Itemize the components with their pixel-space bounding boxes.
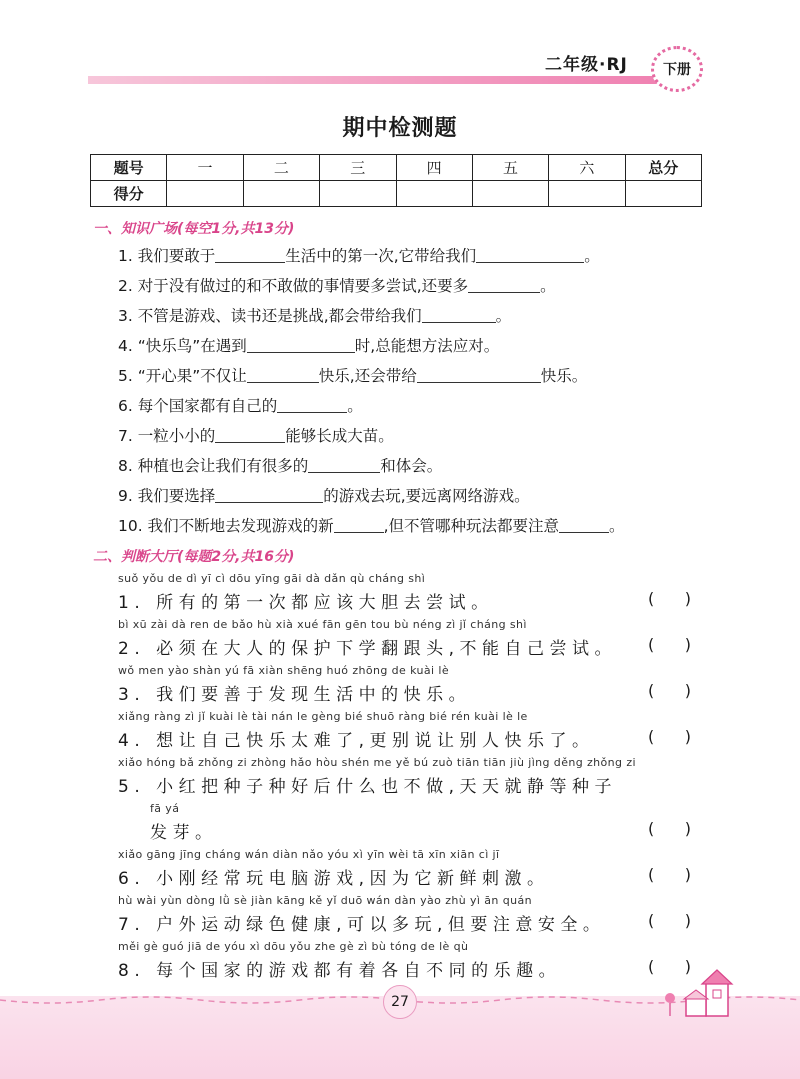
answer-blank[interactable] xyxy=(476,246,584,263)
house-icon xyxy=(660,968,736,1020)
score-header-cell: 六 xyxy=(549,155,625,181)
question-text: 我们不断地去发现游戏的新 xyxy=(147,517,334,535)
answer-paren[interactable]: ( ) xyxy=(648,957,691,976)
question-text: 我们要敢于 xyxy=(137,247,216,265)
pinyin-line: bì xū zài dà ren de bǎo hù xià xué fān gēn tou bù néng zì jǐ cháng shì xyxy=(118,618,527,631)
judge-question: 3. 我们要善于发现生活中的快乐。 xyxy=(118,685,472,705)
score-row-label: 得分 xyxy=(91,181,167,207)
fill-question xyxy=(118,304,511,326)
judge-question: 8. 每个国家的游戏都有着各自不同的乐趣。 xyxy=(118,961,562,981)
question-text: 种植也会让我们有很多的 xyxy=(137,457,309,475)
score-cell[interactable] xyxy=(396,181,472,207)
judge-question: 7. 户外运动绿色健康,可以多玩,但要注意安全。 xyxy=(118,915,606,935)
question-text: ,但不管哪种玩法都要注意 xyxy=(383,517,560,535)
answer-blank[interactable] xyxy=(215,486,323,503)
question-text: 一粒小小的 xyxy=(137,427,216,445)
judge-question: 1. 所有的第一次都应该大胆去尝试。 xyxy=(118,593,494,613)
section1-heading: 一、知识广场(每空1分,共13分) xyxy=(93,221,295,237)
grade-label: 二年级·RJ xyxy=(545,55,628,75)
question-number: 7. xyxy=(118,427,133,445)
question-text: 不管是游戏、读书还是挑战,都会带给我们 xyxy=(137,307,422,325)
page-number: 27 xyxy=(383,985,417,1019)
score-cell[interactable] xyxy=(243,181,319,207)
question-text: 。 xyxy=(347,397,363,415)
answer-paren[interactable]: ( ) xyxy=(648,635,691,654)
score-header-cell: 总分 xyxy=(625,155,701,181)
section2-heading: 二、判断大厅(每题2分,共16分) xyxy=(93,549,295,565)
answer-paren[interactable]: ( ) xyxy=(648,911,691,930)
score-header-cell: 二 xyxy=(243,155,319,181)
score-cell[interactable] xyxy=(549,181,625,207)
score-header-cell: 题号 xyxy=(91,155,167,181)
answer-paren[interactable]: ( ) xyxy=(648,589,691,608)
answer-blank[interactable] xyxy=(559,516,609,533)
question-text: 我们要选择 xyxy=(137,487,216,505)
pinyin-line: fā yá xyxy=(150,802,180,815)
question-text: 能够长成大苗。 xyxy=(285,427,394,445)
fill-question xyxy=(118,364,587,386)
answer-paren[interactable]: ( ) xyxy=(648,865,691,884)
answer-blank[interactable] xyxy=(247,366,319,383)
question-number: 8. xyxy=(118,457,133,475)
question-text: 快乐。 xyxy=(540,367,588,385)
score-header-cell: 一 xyxy=(167,155,243,181)
answer-blank[interactable] xyxy=(215,246,285,263)
pinyin-line: suǒ yǒu de dì yī cì dōu yīng gāi dà dǎn qù cháng shì xyxy=(118,572,426,585)
question-number: 4. xyxy=(118,337,133,355)
score-cell[interactable] xyxy=(472,181,548,207)
header-band xyxy=(88,76,678,84)
judge-question: 2. 必须在大人的保护下学翻跟头,不能自己尝试。 xyxy=(118,639,618,659)
question-number: 10. xyxy=(118,517,143,535)
judge-question: 5. 小红把种子种好后什么也不做,天天就静等种子 xyxy=(118,777,618,797)
score-header-cell: 四 xyxy=(396,155,472,181)
question-text: 快乐,还会带给 xyxy=(318,367,417,385)
question-text: 生活中的第一次,它带给我们 xyxy=(285,247,477,265)
answer-blank[interactable] xyxy=(422,306,496,323)
page-title: 期中检测题 xyxy=(342,115,458,141)
score-header-cell: 三 xyxy=(320,155,396,181)
score-table xyxy=(90,154,702,207)
fill-question xyxy=(118,484,530,506)
score-header-cell: 五 xyxy=(472,155,548,181)
question-text: “快乐鸟”在遇到 xyxy=(137,337,247,355)
fill-question xyxy=(118,244,600,266)
question-number: 2. xyxy=(118,277,133,295)
fill-question xyxy=(118,424,394,446)
judge-question: 4. 想让自己快乐太难了,更别说让别人快乐了。 xyxy=(118,731,595,751)
question-text: 。 xyxy=(540,277,556,295)
fill-question xyxy=(118,454,442,476)
pinyin-line: xiǎo gāng jīng cháng wán diàn nǎo yóu xì yīn wèi tā xīn xiān cì jī xyxy=(118,848,500,861)
score-cell[interactable] xyxy=(320,181,396,207)
question-number: 3. xyxy=(118,307,133,325)
score-table-score-row xyxy=(91,181,702,207)
answer-paren[interactable]: ( ) xyxy=(648,727,691,746)
judge-question: 6. 小刚经常玩电脑游戏,因为它新鲜刺激。 xyxy=(118,869,550,889)
answer-blank[interactable] xyxy=(277,396,347,413)
question-text: 。 xyxy=(609,517,625,535)
score-table-header-row xyxy=(91,155,702,181)
pinyin-line: xiǎo hóng bǎ zhǒng zi zhòng hǎo hòu shén me yě bú zuò tiān tiān jiù jìng děng zhǒng zi xyxy=(118,756,636,769)
fill-question xyxy=(118,514,625,536)
answer-blank[interactable] xyxy=(215,426,285,443)
pinyin-line: měi gè guó jiā de yóu xì dōu yǒu zhe gè zì bù tóng de lè qù xyxy=(118,940,469,953)
score-cell[interactable] xyxy=(625,181,701,207)
fill-question xyxy=(118,334,499,356)
answer-paren[interactable]: ( ) xyxy=(648,819,691,838)
question-text: 。 xyxy=(584,247,600,265)
question-text: “开心果”不仅让 xyxy=(137,367,247,385)
question-text: 时,总能想方法应对。 xyxy=(354,337,500,355)
question-text: 的游戏去玩,要远离网络游戏。 xyxy=(323,487,530,505)
answer-blank[interactable] xyxy=(468,276,540,293)
answer-paren[interactable]: ( ) xyxy=(648,681,691,700)
fill-question xyxy=(118,394,363,416)
pinyin-line: hù wài yùn dòng lǜ sè jiàn kāng kě yǐ duō wán dàn yào zhù yì ān quán xyxy=(118,894,532,907)
volume-badge: 下册 xyxy=(651,46,703,92)
answer-blank[interactable] xyxy=(417,366,541,383)
question-text: 和体会。 xyxy=(380,457,443,475)
question-text: 每个国家都有自己的 xyxy=(137,397,278,415)
question-text: 。 xyxy=(495,307,512,325)
answer-blank[interactable] xyxy=(308,456,380,473)
question-text: 对于没有做过的和不敢做的事情要多尝试,还要多 xyxy=(137,277,469,295)
question-number: 5. xyxy=(118,367,133,385)
pinyin-line: wǒ men yào shàn yú fā xiàn shēng huó zhōng de kuài lè xyxy=(118,664,450,677)
judge-question-cont: 发芽。 xyxy=(150,823,218,843)
score-cell[interactable] xyxy=(167,181,243,207)
question-number: 6. xyxy=(118,397,133,415)
answer-blank[interactable] xyxy=(334,516,384,533)
pinyin-line: xiǎng ràng zì jǐ kuài lè tài nán le gèng bié shuō ràng bié rén kuài lè le xyxy=(118,710,528,723)
answer-blank[interactable] xyxy=(247,336,355,353)
question-number: 1. xyxy=(118,247,133,265)
fill-question xyxy=(118,274,556,296)
question-number: 9. xyxy=(118,487,133,505)
